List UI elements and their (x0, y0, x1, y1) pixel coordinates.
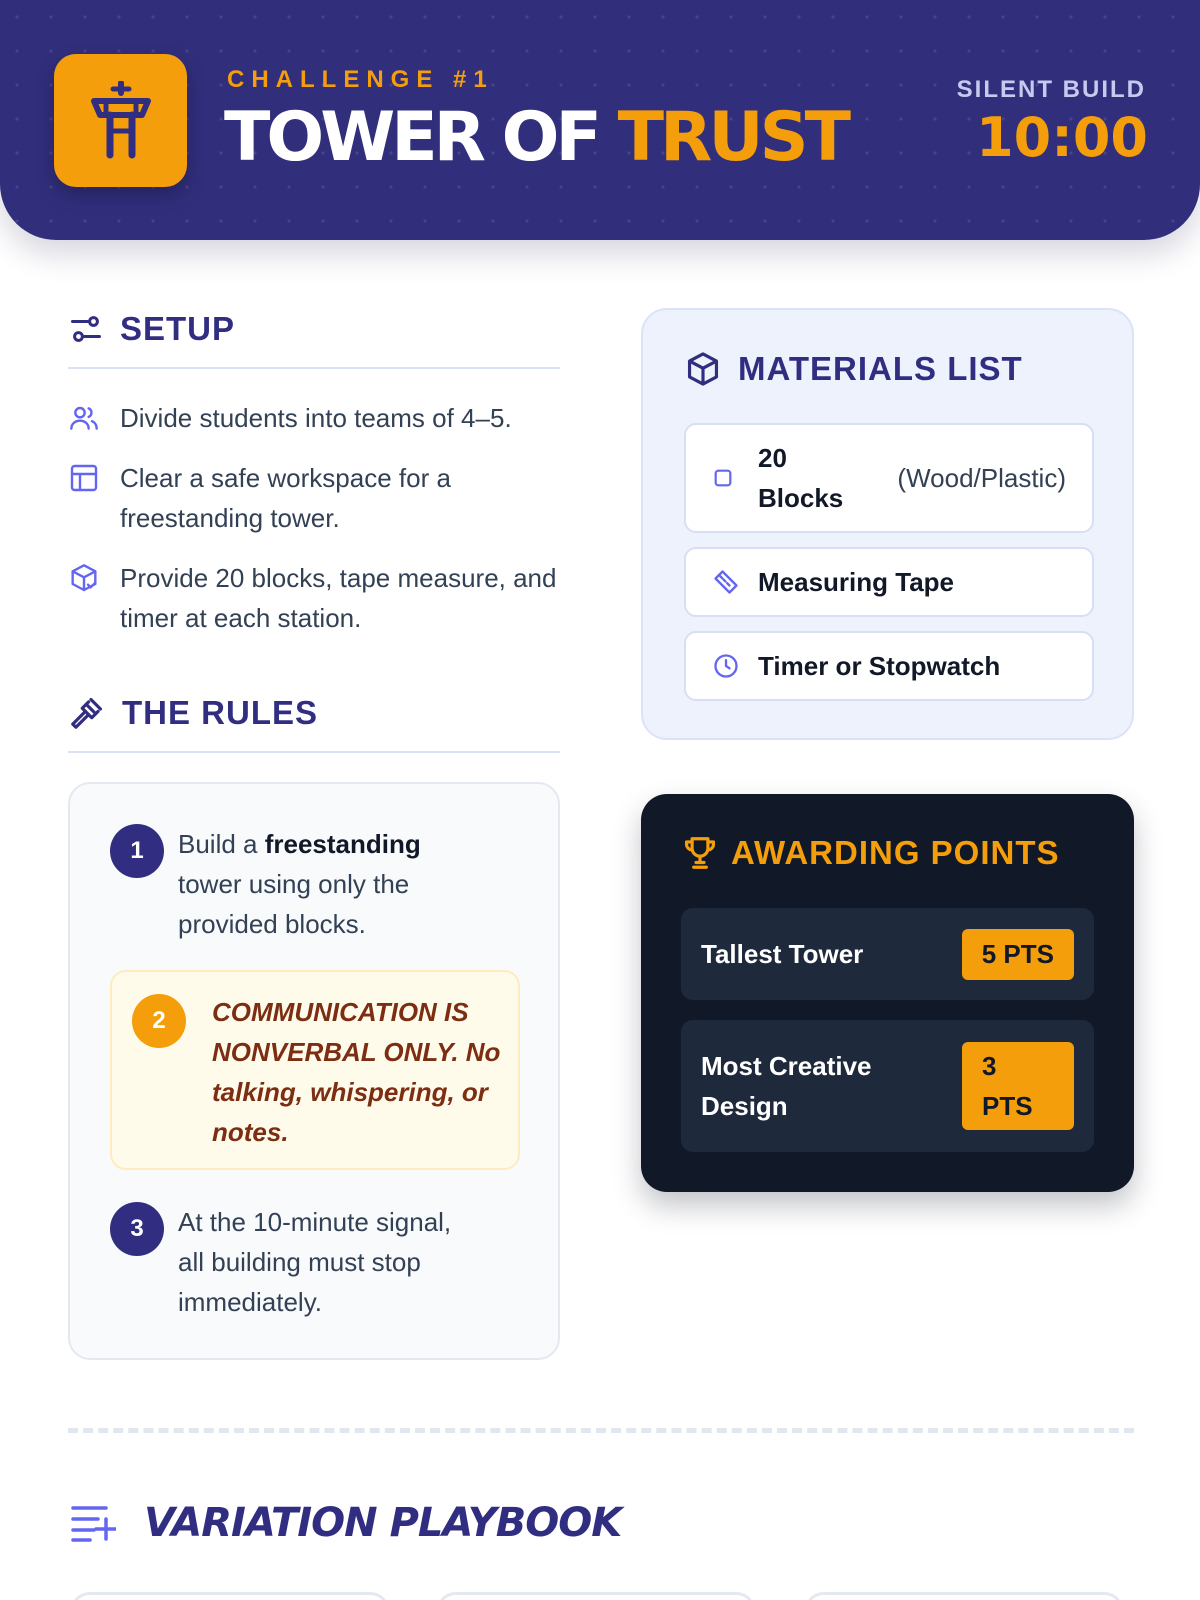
rule-warning-text: COMMUNICATION IS NONVERBAL ONLY. No talking, whispering, or notes. (212, 997, 501, 1147)
rule-text: At the 10-minute signal, all building must stop immediately. (178, 1207, 452, 1317)
playbook-card (804, 1592, 1124, 1600)
material-name: Timer or Stopwatch (758, 651, 1001, 681)
rule-warning-box (110, 970, 520, 1170)
box-icon (684, 350, 722, 388)
setup-heading-label: SETUP (120, 310, 236, 347)
challenge-number: CHALLENGE #1 (227, 66, 494, 93)
material-note: (Wood/Plastic) (897, 462, 1066, 493)
setup-divider (68, 367, 560, 369)
material-name: Measuring Tape (758, 567, 955, 597)
rule-number-badge: 3 (110, 1202, 164, 1256)
materials-heading-label: MATERIALS LIST (738, 350, 1023, 387)
rules-divider (68, 751, 560, 753)
clock-icon (712, 652, 740, 680)
rule-number-badge: 2 (132, 994, 186, 1048)
material-item (684, 423, 1094, 533)
setup-heading (68, 310, 235, 348)
point-row (681, 908, 1094, 1000)
title-main: TOWER OF (224, 98, 598, 177)
rules-card (68, 782, 560, 1360)
rule-item (110, 824, 520, 944)
package-icon (68, 562, 100, 594)
page-title (224, 96, 847, 180)
tower-icon (86, 81, 156, 161)
setup-item (68, 398, 568, 439)
rule-number-badge: 1 (110, 824, 164, 878)
playbook-heading (70, 1500, 621, 1546)
page-header (0, 0, 1200, 240)
rules-heading-label: THE RULES (122, 694, 319, 731)
points-heading (681, 834, 1060, 872)
playbook-card (70, 1592, 390, 1600)
rule-text (178, 824, 478, 944)
timer-value: 10:00 (976, 106, 1148, 169)
title-accent: TRUST (617, 98, 847, 177)
section-divider (68, 1428, 1134, 1433)
setup-item (68, 558, 568, 638)
rule-text-end: tower using only the provided blocks. (178, 869, 410, 939)
rules-heading (68, 694, 318, 732)
materials-heading (684, 350, 1023, 388)
rule-text-bold: freestanding (264, 829, 421, 859)
points-card (641, 794, 1134, 1192)
setup-item-text: Divide students into teams of 4–5. (120, 403, 512, 433)
sliders-icon (68, 311, 104, 347)
points-heading-label: AWARDING POINTS (731, 834, 1060, 871)
ruler-icon (712, 568, 740, 596)
point-label: Most Creative Design (701, 1051, 872, 1121)
gavel-icon (68, 694, 106, 732)
rule-item (110, 1202, 520, 1322)
materials-card (641, 308, 1134, 740)
material-item (684, 631, 1094, 701)
layout-icon (68, 462, 100, 494)
setup-item-text: Clear a safe workspace for a freestanding tower. (120, 463, 451, 533)
challenge-logo (54, 54, 187, 187)
trophy-icon (681, 834, 719, 872)
square-icon (712, 467, 734, 489)
timer-label: SILENT BUILD (956, 76, 1146, 103)
setup-item-text: Provide 20 blocks, tape measure, and timer at each station. (120, 563, 557, 633)
points-badge: 3 PTS (962, 1042, 1074, 1130)
list-plus-icon (70, 1503, 116, 1543)
points-badge: 5 PTS (962, 929, 1074, 980)
playbook-card (436, 1592, 756, 1600)
point-label: Tallest Tower (701, 939, 864, 969)
material-item (684, 547, 1094, 617)
rule-text-start: Build a (178, 829, 265, 859)
material-name: 20 Blocks (758, 443, 844, 513)
playbook-title: VARIATION PLAYBOOK (144, 1500, 622, 1546)
setup-item (68, 458, 568, 538)
users-icon (68, 402, 100, 434)
point-row (681, 1020, 1094, 1152)
